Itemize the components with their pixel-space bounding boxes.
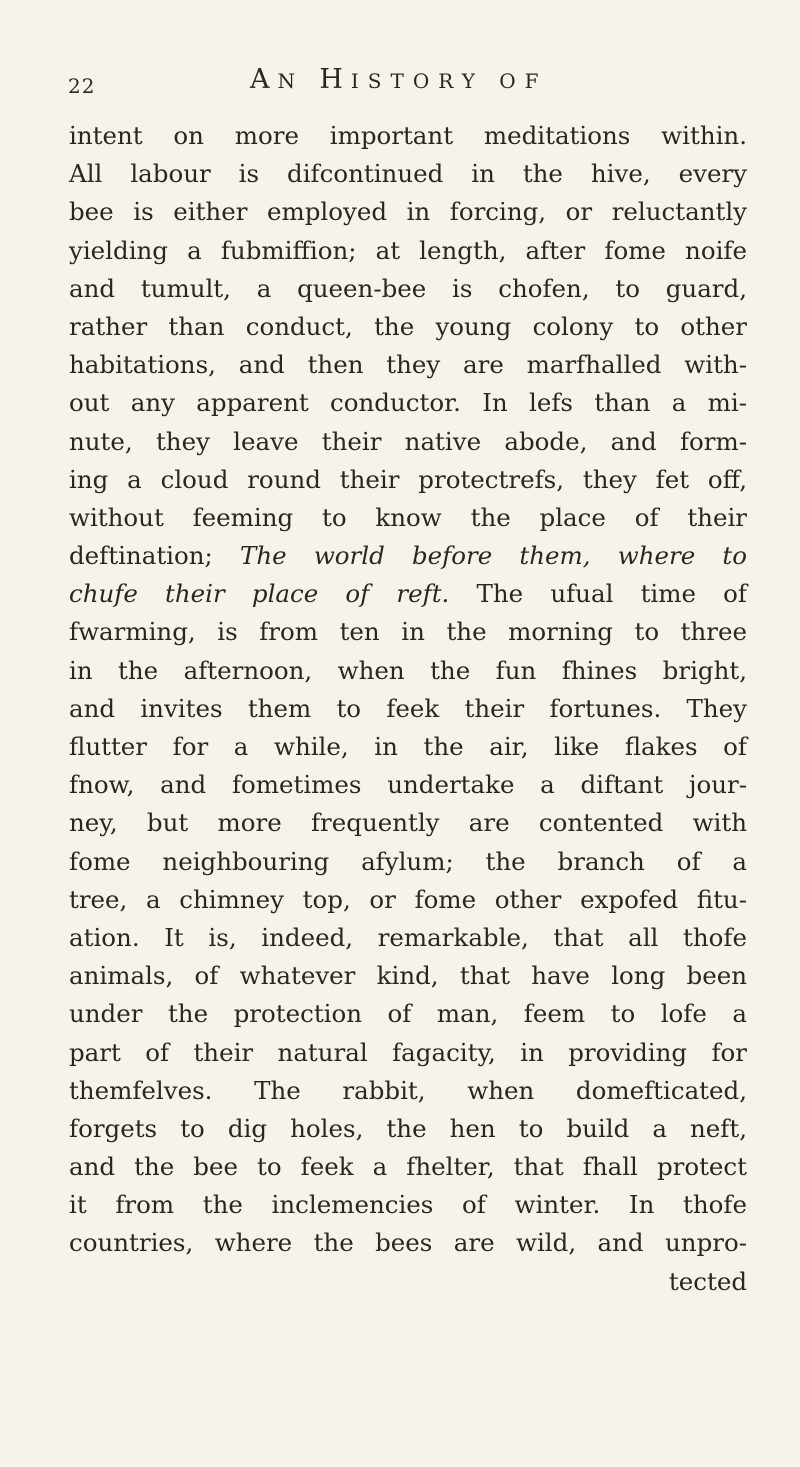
text-line <box>69 995 747 1033</box>
line-text: tree, a chimney top, or fome other expofed fitu- <box>69 884 747 914</box>
line-text: and invites them to feek their fortunes. They <box>69 693 747 723</box>
line-text: tected <box>668 1266 747 1296</box>
text-line <box>69 766 747 804</box>
body-text <box>69 117 769 1301</box>
text-line <box>69 919 747 957</box>
text-line <box>69 117 747 155</box>
line-text: animals, of whatever kind, that have long been <box>69 961 747 991</box>
line-text: ation. It is, indeed, remarkable, that all thofe <box>69 922 747 952</box>
running-head-part: N <box>277 69 320 93</box>
text-line <box>69 155 747 193</box>
text-line <box>69 1224 747 1262</box>
line-text: forgets to dig holes, the hen to build a neft, <box>69 1113 747 1143</box>
text-line <box>69 346 747 384</box>
line-text: out any apparent conductor. In lefs than a mi- <box>69 388 747 418</box>
text-line <box>69 1186 747 1224</box>
text-line <box>69 232 747 270</box>
line-text: in the afternoon, when the fun fhines bright, <box>69 655 747 685</box>
running-head <box>250 64 548 95</box>
text-line <box>69 1072 747 1110</box>
text-line <box>69 575 747 613</box>
line-text: fnow, and fometimes undertake a diftant jour- <box>69 770 747 800</box>
line-text: and tumult, a queen-bee is chofen, to guard, <box>69 273 747 303</box>
line-text: and the bee to feek a fhelter, that fhall protect <box>69 1152 747 1182</box>
text-line <box>69 423 747 461</box>
text-line <box>69 308 747 346</box>
running-head-part: A <box>250 64 278 95</box>
text-line <box>69 613 747 651</box>
text-line <box>69 843 747 881</box>
line-text: it from the inclemencies of winter. In thofe <box>69 1190 747 1220</box>
line-text: under the protection of man, feem to lofe a <box>69 999 747 1029</box>
running-head-part: H <box>319 64 351 95</box>
line-text: ney, but more frequently are contented with <box>69 808 747 838</box>
line-text: habitations, and then they are marfhalled with- <box>69 350 747 380</box>
text-line <box>69 270 747 308</box>
line-text: part of their natural fagacity, in providing for <box>69 1037 747 1067</box>
text-line <box>69 499 747 537</box>
line-text: nute, they leave their native abode, and form- <box>69 426 747 456</box>
line-text: fome neighbouring afylum; the branch of a <box>69 846 747 876</box>
text-line <box>69 1034 747 1072</box>
text-line <box>69 461 747 499</box>
line-text: All labour is difcontinued in the hive, every <box>69 159 747 189</box>
text-line <box>69 690 747 728</box>
text-line <box>69 537 747 575</box>
text-line <box>69 1263 747 1301</box>
text-line <box>69 193 747 231</box>
line-text: deftination; <box>69 541 240 571</box>
text-line <box>69 881 747 919</box>
line-text: The ufual time of <box>449 579 747 609</box>
running-head-part: OF <box>499 69 548 93</box>
line-text: flutter for a while, in the air, like flakes of <box>69 732 747 761</box>
line-text: bee is either employed in forcing, or reluctantly <box>69 197 747 227</box>
line-text: themfelves. The rabbit, when domefticated, <box>69 1075 747 1105</box>
text-line <box>69 957 747 995</box>
text-line <box>69 1110 747 1148</box>
italic-text: The world before them, where to <box>240 541 748 571</box>
line-text: rather than conduct, the young colony to other <box>69 311 747 341</box>
line-text: intent on more important meditations within. <box>69 121 747 150</box>
line-text: ing a cloud round their protectrefs, they fet off, <box>69 464 747 494</box>
line-text: without feeming to know the place of their <box>69 502 747 532</box>
text-line <box>69 384 747 422</box>
text-line <box>69 804 747 842</box>
text-line <box>69 728 747 766</box>
page-header <box>64 64 764 104</box>
text-line <box>69 652 747 690</box>
line-text: fwarming, is from ten in the morning to three <box>69 617 747 647</box>
text-line <box>69 1148 747 1186</box>
page-number: 22 <box>68 74 96 98</box>
line-text: countries, where the bees are wild, and unpro- <box>69 1228 747 1258</box>
italic-text: chufe their place of reft. <box>69 579 450 609</box>
line-text: yielding a fubmiffion; at length, after fome noife <box>69 235 747 265</box>
running-head-part: ISTORY <box>350 69 500 93</box>
